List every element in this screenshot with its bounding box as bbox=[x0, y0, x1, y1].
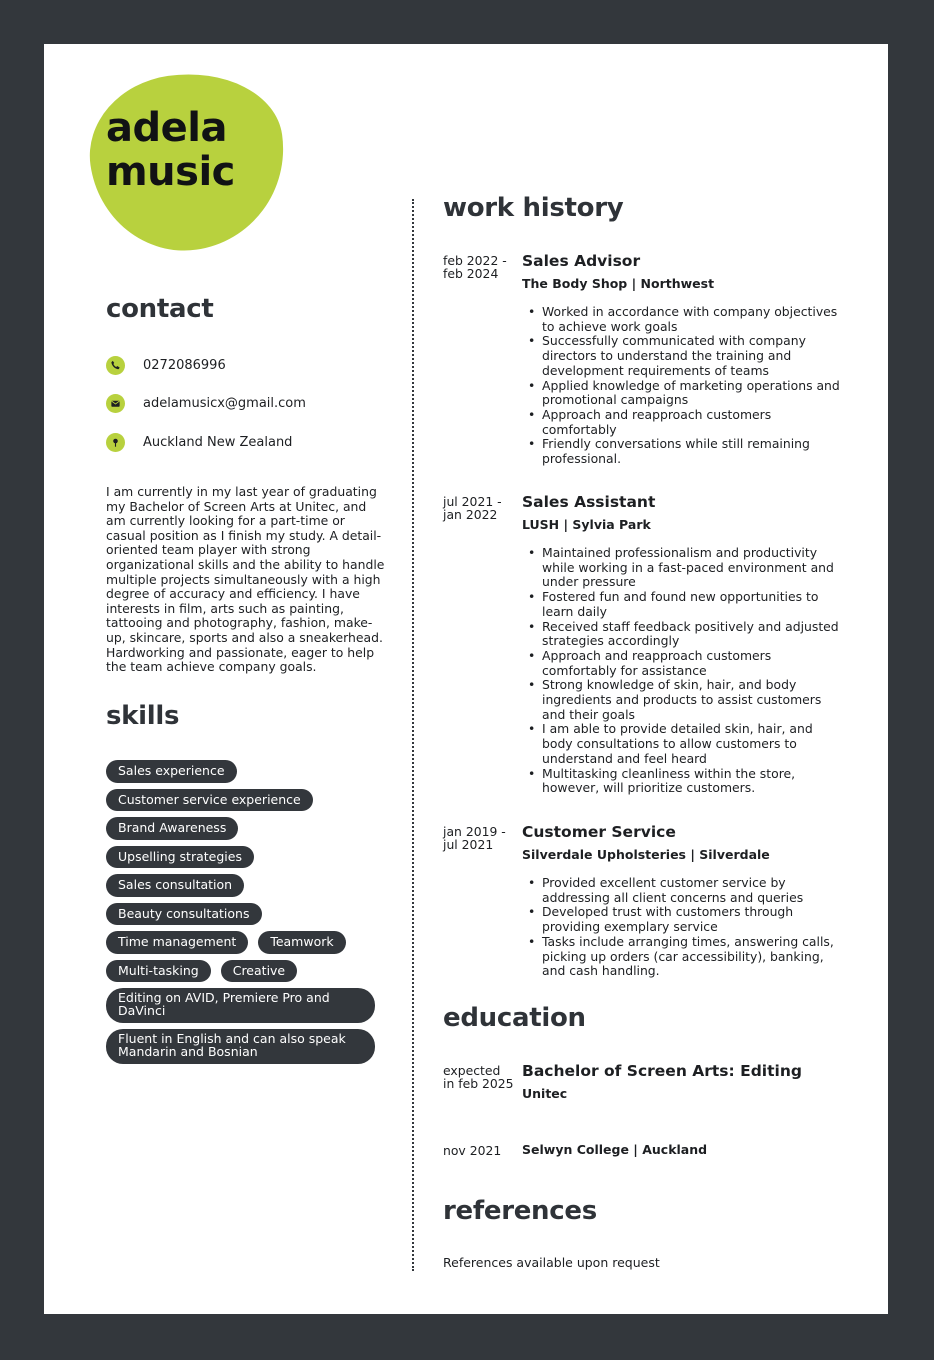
skill-tag: Beauty consultations bbox=[106, 903, 262, 926]
list-item: • Developed trust with customers through providing exemplary service bbox=[522, 905, 840, 934]
references-heading: references bbox=[443, 1196, 597, 1226]
about-summary: I am currently in my last year of graduating my Bachelor of Screen Arts at Unitec, and am currently looking for a part-time or casual position as I finish my study. A detail-oriented team player with strong organizational skills and the ability to handle multiple projects simultaneously with a high degree of accuracy and efficiency. I have interests in film, arts such as painting, tattooing and photography, fashion, make-up, skincare, sports and also a sneakerhead. Hardworking and passionate, eager to help the team achieve company goals. bbox=[106, 484, 385, 675]
job-company: Silverdale Upholsteries | Silverdale bbox=[522, 847, 770, 862]
education-date: nov 2021 bbox=[443, 1143, 502, 1158]
job-date: feb 2022 - feb 2024 bbox=[443, 253, 507, 281]
skill-tag: Sales consultation bbox=[106, 874, 244, 897]
skills-list bbox=[106, 760, 381, 1064]
list-item: • Fostered fun and found new opportunities to learn daily bbox=[522, 590, 840, 619]
job-date: jan 2019 - jul 2021 bbox=[443, 824, 506, 852]
job-title: Sales Assistant bbox=[522, 493, 656, 511]
job-company: The Body Shop | Northwest bbox=[522, 276, 715, 291]
skill-tag: Editing on AVID, Premiere Pro and DaVinci bbox=[106, 988, 375, 1023]
job-duties bbox=[522, 876, 840, 979]
skill-tag: Time management bbox=[106, 931, 248, 954]
skill-tag: Customer service experience bbox=[106, 789, 313, 812]
job-date: jul 2021 - jan 2022 bbox=[443, 494, 502, 522]
list-item: • Applied knowledge of marketing operations and promotional campaigns bbox=[522, 379, 840, 408]
skills-heading: skills bbox=[106, 701, 180, 731]
contact-phone bbox=[106, 355, 226, 375]
skill-tag: Multi-tasking bbox=[106, 960, 211, 983]
candidate-name bbox=[106, 106, 235, 194]
work-history-heading: work history bbox=[443, 193, 624, 223]
resume-page bbox=[44, 44, 888, 1314]
contact-location bbox=[106, 432, 292, 452]
list-item: • Friendly conversations while still remaining professional. bbox=[522, 437, 840, 466]
phone-number: 0272086996 bbox=[143, 357, 226, 373]
list-item: • Approach and reapproach customers comfortably for assistance bbox=[522, 649, 840, 678]
education-date: expected in feb 2025 bbox=[443, 1063, 514, 1091]
job-duties bbox=[522, 546, 840, 796]
list-item: • I am able to provide detailed skin, hair, and body consultations to allow customers to understand and feel heard bbox=[522, 722, 840, 766]
job-duties bbox=[522, 305, 840, 467]
list-item: • Strong knowledge of skin, hair, and body ingredients and products to assist customers and their goals bbox=[522, 678, 840, 722]
contact-email bbox=[106, 393, 306, 413]
skill-tag: Brand Awareness bbox=[106, 817, 238, 840]
list-item: • Received staff feedback positively and adjusted strategies accordingly bbox=[522, 620, 840, 649]
list-item: • Approach and reapproach customers comfortably bbox=[522, 408, 840, 437]
column-divider bbox=[412, 199, 414, 1271]
list-item: • Provided excellent customer service by addressing all client concerns and queries bbox=[522, 876, 840, 905]
envelope-icon bbox=[106, 394, 125, 413]
list-item: • Worked in accordance with company objectives to achieve work goals bbox=[522, 305, 840, 334]
skill-tag: Fluent in English and can also speak Mandarin and Bosnian bbox=[106, 1029, 375, 1064]
list-item: • Maintained professionalism and productivity while working in a fast-paced environment and under pressure bbox=[522, 546, 840, 590]
degree-title: Bachelor of Screen Arts: Editing bbox=[522, 1062, 802, 1080]
job-title: Customer Service bbox=[522, 823, 676, 841]
skill-tag: Upselling strategies bbox=[106, 846, 254, 869]
education-heading: education bbox=[443, 1003, 586, 1033]
email-address: adelamusicx@gmail.com bbox=[143, 395, 306, 411]
location-pin-icon bbox=[106, 433, 125, 452]
contact-heading: contact bbox=[106, 294, 214, 324]
job-title: Sales Advisor bbox=[522, 252, 641, 270]
location-text: Auckland New Zealand bbox=[143, 434, 293, 450]
job-company: LUSH | Sylvia Park bbox=[522, 517, 651, 532]
list-item: • Successfully communicated with company directors to understand the training and development requirements of teams bbox=[522, 334, 840, 378]
skill-tag: Sales experience bbox=[106, 760, 237, 783]
skill-tag: Creative bbox=[221, 960, 297, 983]
school-name: Selwyn College | Auckland bbox=[522, 1142, 708, 1157]
skill-tag: Teamwork bbox=[258, 931, 345, 954]
list-item: • Tasks include arranging times, answering calls, picking up orders (car accessibility), banking, and cash handling. bbox=[522, 935, 840, 979]
phone-icon bbox=[106, 356, 125, 375]
last-name: music bbox=[106, 149, 235, 195]
list-item: • Multitasking cleanliness within the store, however, will prioritize customers. bbox=[522, 767, 840, 796]
references-text: References available upon request bbox=[443, 1255, 660, 1270]
first-name: adela bbox=[106, 105, 227, 151]
school-name: Unitec bbox=[522, 1086, 568, 1101]
